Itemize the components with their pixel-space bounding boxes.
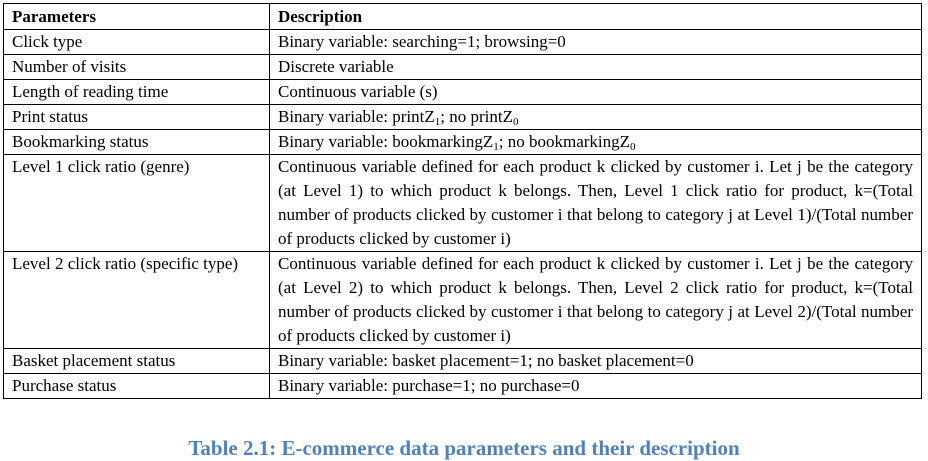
document-page [3, 3, 923, 399]
parameter-cell: Level 1 click ratio (genre) [4, 155, 270, 252]
description-text: ; no bookmarkingZ [498, 132, 631, 151]
subscript: 0 [630, 141, 636, 153]
description-cell: Continuous variable defined for each product k clicked by customer i. Let j be the category (at Level 2) to which product k belongs. Then, Level 2 click ratio for product, k=(Total number of products clicked by customer i that belong to category j at Level 2)/(Total number of products clicked by customer i) [270, 252, 922, 349]
table-row [4, 252, 922, 349]
parameter-cell: Number of visits [4, 55, 270, 80]
table-row [4, 155, 922, 252]
description-cell [270, 130, 922, 155]
header-parameters: Parameters [4, 4, 270, 30]
description-cell: Continuous variable (s) [270, 80, 922, 105]
parameter-cell: Bookmarking status [4, 130, 270, 155]
description-cell: Binary variable: basket placement=1; no basket placement=0 [270, 349, 922, 374]
parameter-cell: Click type [4, 30, 270, 55]
description-cell [270, 105, 922, 130]
parameter-cell: Print status [4, 105, 270, 130]
table-row [4, 349, 922, 374]
description-cell: Discrete variable [270, 55, 922, 80]
description-cell: Binary variable: purchase=1; no purchase=0 [270, 374, 922, 399]
table-row [4, 80, 922, 105]
table-row [4, 105, 922, 130]
description-cell: Continuous variable defined for each product k clicked by customer i. Let j be the category (at Level 1) to which product k belongs. Then, Level 1 click ratio for product, k=(Total number of products clicked by customer i that belong to category j at Level 1)/(Total number of products clicked by customer i) [270, 155, 922, 252]
subscript: 1 [493, 141, 499, 153]
table-row [4, 55, 922, 80]
subscript: 1 [434, 116, 441, 128]
subscript: 0 [512, 116, 519, 128]
table-caption: Table 2.1: E-commerce data parameters and their description [188, 436, 740, 460]
parameters-table [3, 3, 922, 399]
description-text: ; no printZ [440, 107, 513, 126]
table-header-row [4, 4, 922, 30]
parameter-cell: Length of reading time [4, 80, 270, 105]
description-text: Binary variable: printZ [278, 107, 435, 126]
header-description: Description [270, 4, 922, 30]
parameter-cell: Level 2 click ratio (specific type) [4, 252, 270, 349]
table-row [4, 30, 922, 55]
table-row [4, 374, 922, 399]
table-row [4, 130, 922, 155]
parameter-cell: Purchase status [4, 374, 270, 399]
description-text: Binary variable: bookmarkingZ [278, 132, 494, 151]
description-cell: Binary variable: searching=1; browsing=0 [270, 30, 922, 55]
parameter-cell: Basket placement status [4, 349, 270, 374]
